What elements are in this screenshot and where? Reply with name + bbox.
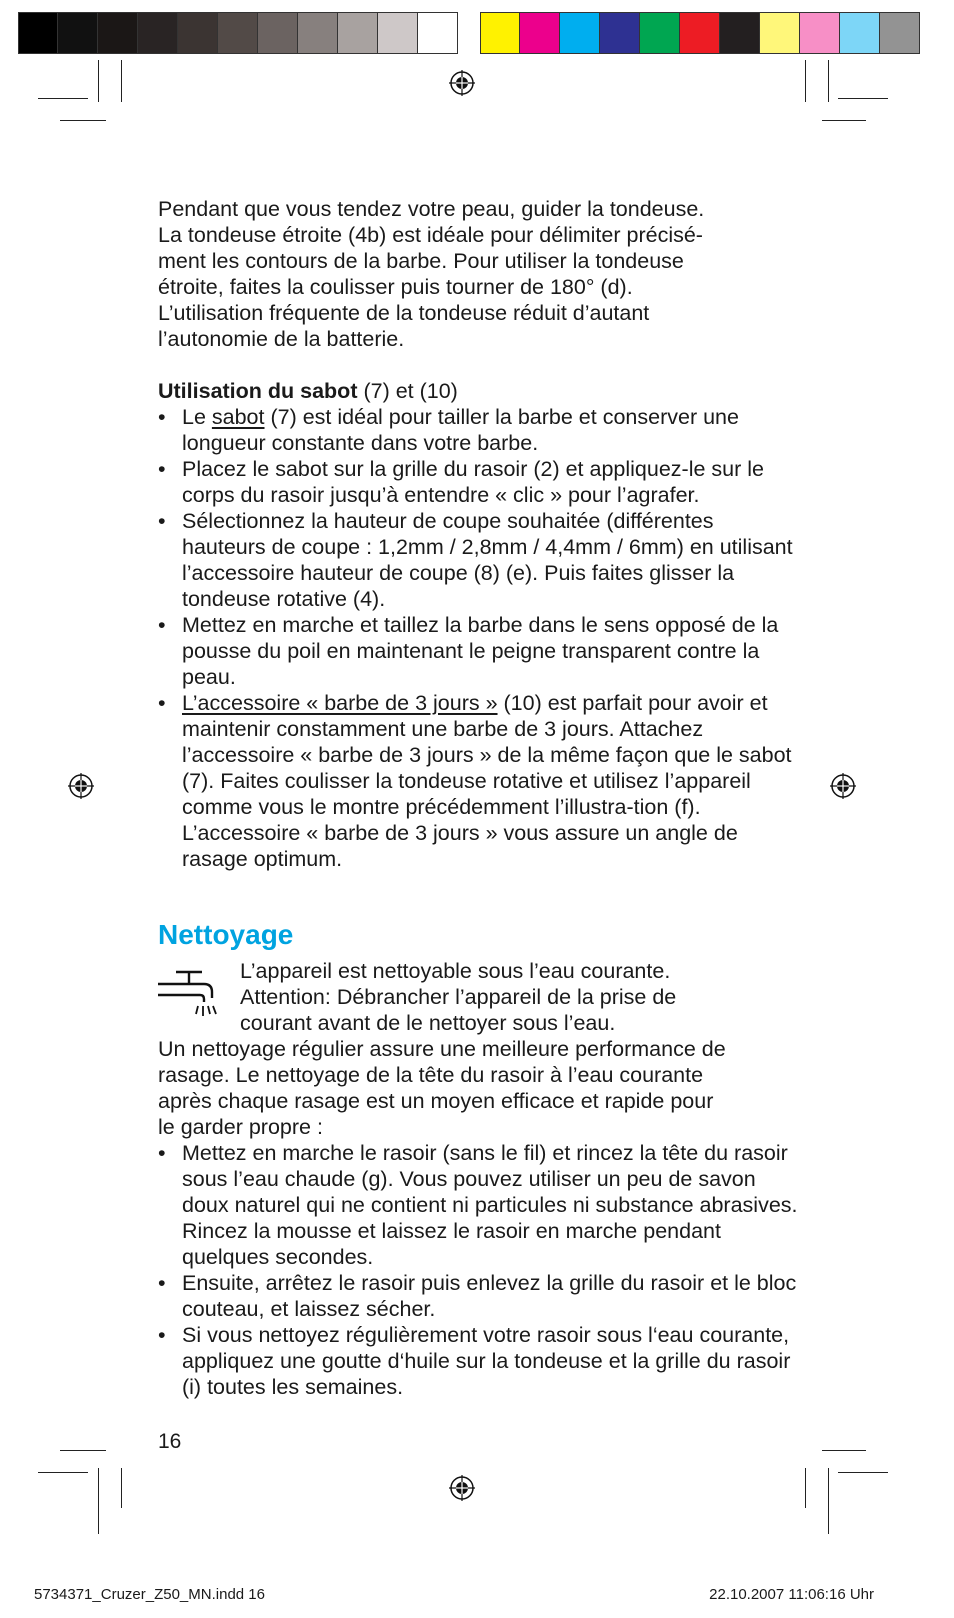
crop-mark <box>805 1468 806 1508</box>
gray-swatch <box>218 12 258 54</box>
text-line: après chaque rasage est un moyen efficace et rapide pour <box>158 1089 714 1113</box>
sabot-bullet-list <box>158 404 798 872</box>
color-swatch <box>520 12 560 54</box>
gray-swatch <box>298 12 338 54</box>
color-swatch <box>680 12 720 54</box>
page-number: 16 <box>158 1430 182 1453</box>
water-faucet-icon <box>158 964 224 1022</box>
color-swatch <box>840 12 880 54</box>
section-heading-nettoyage: Nettoyage <box>158 919 294 950</box>
text-line: l’autonomie de la batterie. <box>158 327 405 351</box>
crop-mark <box>98 1468 99 1534</box>
list-item: • Mettez en marche et taillez la barbe dans le sens opposé de la pousse du poil en maintenant le peigne transparent contre la peau. <box>158 612 798 690</box>
gray-swatch <box>178 12 218 54</box>
crop-mark <box>805 60 806 102</box>
process-color-bar <box>480 12 920 54</box>
water-notice <box>158 958 798 1036</box>
text-line: ment les contours de la barbe. Pour utiliser la tondeuse <box>158 249 684 273</box>
color-swatch <box>480 12 520 54</box>
crop-mark <box>838 1472 888 1473</box>
crop-mark <box>822 120 866 121</box>
page-content <box>158 196 798 1400</box>
gray-swatch <box>338 12 378 54</box>
registration-mark-icon <box>68 773 94 799</box>
gray-swatch <box>98 12 138 54</box>
crop-mark <box>121 1468 122 1508</box>
list-item: • Sélectionnez la hauteur de coupe souhaitée (différentes hauteurs de coupe : 1,2mm / 2,8mm / 4,4mm / 6mm) en utilisant l’accessoire hauteur de coupe (8) (e). Puis faites glisser la tondeuse rotative (4). <box>158 508 798 612</box>
crop-mark <box>838 98 888 99</box>
list-item: • Ensuite, arrêtez le rasoir puis enlevez la grille du rasoir et le bloc couteau, et laissez sécher. <box>158 1270 798 1322</box>
slug-datetime: 22.10.2007 11:06:16 Uhr <box>709 1586 874 1603</box>
grayscale-color-bar <box>18 12 458 54</box>
crop-mark <box>828 1468 829 1534</box>
color-swatch <box>560 12 600 54</box>
color-swatch <box>720 12 760 54</box>
text-line: rasage. Le nettoyage de la tête du rasoir à l’eau courante <box>158 1063 704 1087</box>
text-line: La tondeuse étroite (4b) est idéale pour délimiter précisé- <box>158 223 703 247</box>
color-swatch <box>760 12 800 54</box>
text-line: Pendant que vous tendez votre peau, guider la tondeuse. <box>158 197 705 221</box>
text-line: Attention: Débrancher l’appareil de la prise de <box>240 985 677 1009</box>
intro-paragraph <box>158 196 798 352</box>
sabot-subheading: Utilisation du sabot (7) et (10) <box>158 379 458 403</box>
registration-mark-icon <box>449 1475 475 1501</box>
text-line: Un nettoyage régulier assure une meilleure performance de <box>158 1037 726 1061</box>
list-item: • Le sabot (7) est idéal pour tailler la barbe et conserver une longueur constante dans votre barbe. <box>158 404 798 456</box>
gray-swatch <box>58 12 98 54</box>
gray-swatch <box>258 12 298 54</box>
registration-mark-icon <box>830 773 856 799</box>
cleaning-paragraph <box>158 1036 798 1140</box>
crop-mark <box>828 60 829 102</box>
color-swatch <box>600 12 640 54</box>
gray-swatch <box>18 12 58 54</box>
crop-mark <box>60 120 106 121</box>
crop-mark <box>822 1450 866 1451</box>
gray-swatch <box>378 12 418 54</box>
text-line: le garder propre : <box>158 1115 323 1139</box>
color-swatch <box>640 12 680 54</box>
list-item: • L’accessoire « barbe de 3 jours » (10) est parfait pour avoir et maintenir constamment une barbe de 3 jours. Attachez l’accessoire « barbe de 3 jours » de la même façon que le sabot (7). Faites coulisser la tondeuse rotative et utilisez l’appareil comme vous le montre précédemment l’illustra-tion (f). L’accessoire « barbe de 3 jours » vous assure un angle de rasage optimum. <box>158 690 798 872</box>
text-line: étroite, faites la coulisser puis tourner de 180° (d). <box>158 275 633 299</box>
cleaning-bullet-list <box>158 1140 798 1400</box>
text-line: courant avant de le nettoyer sous l’eau. <box>240 1011 616 1035</box>
slug-filename: 5734371_Cruzer_Z50_MN.indd 16 <box>34 1586 265 1603</box>
color-swatch <box>800 12 840 54</box>
list-item: • Mettez en marche le rasoir (sans le fil) et rincez la tête du rasoir sous l’eau chaude (g). Vous pouvez utiliser un peu de savon doux naturel qui ne contient ni particules ni substance abrasives. Rincez la mousse et laissez le rasoir en marche pendant quelques secondes. <box>158 1140 798 1270</box>
list-item: • Placez le sabot sur la grille du rasoir (2) et appliquez-le sur le corps du rasoir jusqu’à entendre « clic » pour l’agrafer. <box>158 456 798 508</box>
color-swatch <box>880 12 920 54</box>
text-line: L’utilisation fréquente de la tondeuse réduit d’autant <box>158 301 650 325</box>
crop-mark <box>38 1472 88 1473</box>
crop-mark <box>38 98 88 99</box>
registration-mark-icon <box>449 70 475 96</box>
crop-mark <box>98 60 99 102</box>
gray-swatch <box>418 12 458 54</box>
gray-swatch <box>138 12 178 54</box>
crop-mark <box>60 1450 106 1451</box>
text-line: L’appareil est nettoyable sous l’eau courante. <box>240 959 671 983</box>
list-item: • Si vous nettoyez régulièrement votre rasoir sous l‘eau courante, appliquez une goutte d‘huile sur la tondeuse et la grille du rasoir (i) toutes les semaines. <box>158 1322 798 1400</box>
crop-mark <box>121 60 122 102</box>
